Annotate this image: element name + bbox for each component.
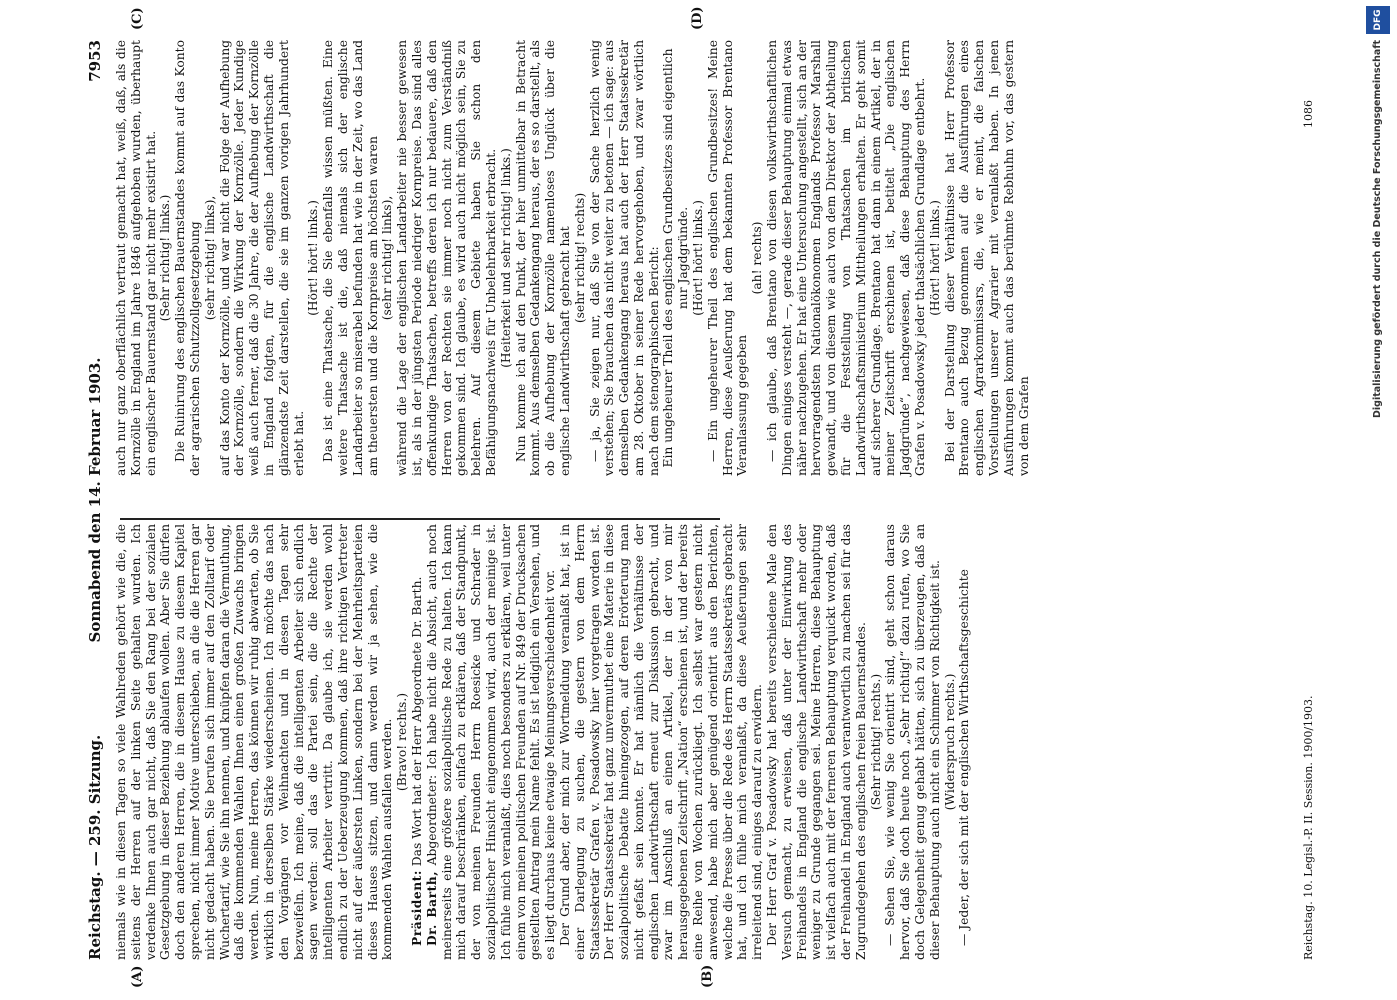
paragraph — [425, 524, 558, 960]
header-left: Reichstag. — 259. Sitzung. — [86, 734, 104, 960]
paragraph: während die Lage der englischen Landarbeiter nie besser gewesen ist, als in der jüngsten Periode niedriger Kornpreise. Das sind alles offenkundige Thatsachen, betreffs deren ich nur bedauere, daß den Herren von der Rechten sie immer noch nicht zum Verständniß gekommen sind. Ich glaube, es wird auch nicht möglich sein, Sie zu belehren. Auf diesem Gebiete haben Sie schon den Befähigungsnachweis für Unbelehrbarkeit erbracht. — [395, 40, 498, 476]
column-divider — [120, 519, 720, 521]
left-column — [114, 524, 972, 960]
paragraph: — ja, Sie zeigen nur, daß Sie von der Sache herzlich wenig verstehen; Sie brauchen das nicht weiter zu betonen — ich sage: aus demselben Gedankengang heraus hat auch der Herr Staatssekretär am 28. Oktober in seiner Rede hervorgehoben, und zwar wörtlich nach dem stenographischen Bericht: — [587, 40, 661, 476]
interjection: (Hört! hört! links.) — [691, 200, 706, 316]
interjection: (ah! rechts) — [750, 221, 765, 295]
header-date: Sonnabend den 14. Februar 1903. — [86, 357, 104, 643]
page-footer — [1302, 40, 1318, 960]
paragraph: niemals wie in diesen Tagen so viele Wahlreden gehört wie die, die seitens der Herren auf der linken Seite gehalten wurden. Ich verdenke Ihnen auch gar nicht, daß Sie den Rang bei der sozialen Gesetzgebung in dieser Beziehung ablaufen wollen. Aber Sie dürfen doch den anderen Herren, die in diesem Hause zu diesem Kapitel sprechen, nicht immer Motive unterschieben, an die die Herren gar nicht gedacht haben. Sie berufen sich immer auf den Zolltarif oder Wuchertarif, wie Sie ihn nennen, und knüpfen daran die Vermuthung, daß die kommenden Wahlen Ihnen einen großen Zuwachs bringen werden. Nun, meine Herren, das können wir ruhig abwarten, ob Sie wirklich in derselben Stärke wiederscheinen. Ich möchte das nach den Vorgängen vor Weihnachten und in diesen Tagen sehr bezweifeln. Ich meine, daß die intelligenten Arbeiter sich endlich sagen werden: soll das die Partei sein, die die Rechte der intelligenten Arbeiter vertritt. Da glaube ich, sie werden wohl endlich zu der Ueberzeugung kommen, daß ihre richtigen Vertreter nicht auf der äußersten Linken, sondern bei der Mehrheitsparteien dieses Hauses sitzen, und dann werden wir ja sehen, wie die kommenden Wahlen ausfallen werden. — [114, 524, 395, 960]
interjection: (Widerspruch rechts.) — [942, 673, 957, 811]
interjection: (sehr richtig! links), — [380, 195, 395, 321]
paragraph: auf das Konto der Kornzölle, und war nicht die Folge der Aufhebung der Kornzölle, sondern die Wirkung der Kornzölle. Jeder Kundige weiß auch ferner, daß die 30 Jahre, die der Aufhebung der Kornzölle in England folgten, für die englische Landwirthschaft die glänzendste Zeit darstellen, die sie im ganzen vorigen Jahrhundert erlebt hat. — [217, 40, 306, 476]
page-number: 7953 — [86, 40, 104, 82]
paragraph-text: Abgeordneter: Ich habe nicht die Absicht, auch noch meinerseits eine größere sozialpolitische Rede zu halten. Ich kann mich darauf beschränken, einfach zu erklären, daß der Standpunkt, der von meinen Freunden Herrn Roesicke und Schrader in sozialpolitischer Hinsicht eingenommen wird, auch der meinige ist. Ich fühle mich veranlaßt, dies noch besonders zu erklären, weil unter einem von meinen politischen Freunden auf Nr. 849 der Drucksachen gestellten Antrag mein Name fehlt. Es ist lediglich ein Versehen, und es liegt durchaus keine etwaige Meinungsverschiedenheit vor. — [424, 524, 558, 960]
margin-mark-d: (D) — [690, 6, 705, 30]
paragraph: Bei der Darstellung dieser Verhältnisse hat Herr Professor Brentano auch Bezug genommen auf die Ausführungen eines englischen Agrarkommissars, die, wie er meint, die falschen Vorstellungen unserer Agrarier mit veranlaßt haben. In jenen Ausführungen kommt auch das berühmte Rebhuhn vor, das gestern von dem Grafen — [942, 40, 1031, 476]
paragraph-text: Das Wort hat der Herr Abgeordnete Dr. Barth. — [409, 576, 424, 867]
paragraph: — ich glaube, daß Brentano von diesen volkswirthschaftlichen Dingen einiges versteht —, gerade dieser Behauptung einmal etwas näher nachzugehen. Er hat eine Untersuchung angestellt, sich an der hervorragendsten Nationalökonomen Englands Professor Marshall gewandt, und von diesem wie auch von dem Direktor der Abtheilung für die Feststellung von Thatsachen im britischen Landwirthschaftsministerium Mittheilungen erhalten. Er geht somit auf sicherer Grundlage. Brentano hat dann in einem Artikel, der in meiner Zeitschrift erschienen ist, betitelt „Die englischen Jagdgründe“, nachgewiesen, daß diese Behauptung des Herrn Grafen v. Posadowsky jeder thatsächlichen Grundlage entbehrt. — [765, 40, 928, 476]
right-column — [114, 40, 1031, 476]
page-header — [78, 40, 112, 960]
speaker-label: Dr. Barth, — [423, 870, 439, 946]
footer-sheet-number: 1086 — [1302, 100, 1315, 128]
interjection: (Heiterkeit und sehr richtig! links.) — [498, 148, 513, 368]
paragraph: Das ist eine Thatsache, die Sie ebenfalls wissen müßten. Eine weitere Thatsache ist die, daß niemals sich der englische Landarbeiter so miserabel befunden hat wie in der Zeit, wo das Land am theuersten und die Kornpreise am höchsten waren — [321, 40, 380, 476]
paragraph: — Jeder, der sich mit der englischen Wirthschaftsgeschichte — [957, 569, 972, 946]
footer-session: Reichstag. 10. Legisl.-P. II. Session. 1900/1903. — [1302, 695, 1315, 960]
margin-mark-a: (A) — [130, 965, 145, 988]
paragraph: — Sehen Sie, wie wenig Sie orientirt sind, geht schon daraus hervor, daß Sie doch heute noch „Sehr richtig!“ dazu rufen, wo Sie doch Gelegenheit genug gehabt hätten, sich zu überzeugen, daß an dieser Behauptung auch nicht ein Schimmer von Richtigkeit ist. — [883, 524, 942, 960]
interjection: (Sehr richtig! links.) — [158, 194, 173, 322]
interjection: (Bravo! rechts.) — [395, 692, 410, 792]
interjection: (sehr richtig! rechts) — [572, 192, 587, 324]
paragraph: — Ein ungeheurer Theil des englischen Grundbesitzes! Meine Herren, diese Aeußerung hat dem bekannten Professor Brentano Veranlassung gegeben — [705, 40, 750, 476]
dfg-logo: DFG — [1366, 6, 1390, 34]
paragraph: Nun komme ich auf den Punkt, der hier unmittelbar in Betracht kommt. Aus demselben Gedankengang heraus, der es so darstellt, als ob die Aufhebung der Kornzölle namenloses Unglück über die englische Landwirthschaft gebracht hat — [513, 40, 572, 476]
paragraph — [410, 524, 425, 960]
quotation: Ein ungeheurer Theil des englischen Grundbesitzes sind eigentlich nur Jagdgründe. — [661, 48, 691, 468]
interjection: (Hört! hört! links.) — [306, 200, 321, 316]
margin-mark-c: (C) — [130, 7, 145, 30]
paragraph: Die Ruinirung des englischen Bauernstandes kommt auf das Konto der agrarischen Schutzzollgesetzgebung — [173, 40, 202, 476]
digitization-note — [1368, 40, 1390, 1000]
paragraph: Der Herr Graf v. Posadowsky hat bereits verschiedene Male den Versuch gemacht, zu erweisen, daß unter der Einwirkung des Freihandels in England die englische Landwirthschaft mehr oder weniger zu Grunde gegangen sei. Meine Herren, diese Behauptung ist vielfach auch mit der ferneren Behauptung verquickt worden, daß der Freihandel in England auch verantwortlich zu machen sei für das Zugrundegehen des englischen freien Bauernstandes. — [765, 524, 868, 960]
interjection: (sehr richtig! links), — [202, 195, 217, 321]
paragraph: Der Grund aber, der mich zur Wortmeldung veranlaßt hat, ist in einer Darlegung zu suchen, die gestern von dem Herrn Staatssekretär Grafen v. Posadowsky hier vorgetragen worden ist. Der Herr Staatssekretär hat ganz unvermuthet eine Materie in diese sozialpolitische Debatte hineingezogen, auf deren Erörterung man nicht gefaßt sein konnte. Er hat nämlich die Verhältnisse der englischen Landwirthschaft erneut zur Diskussion gebracht, und zwar im Anschluß an einen Artikel, der in der von mir herausgegebenen Zeitschrift „Nation“ erschienen ist, und der bereits eine Reihe von Wochen zurückliegt. Ich selbst war gestern nicht anwesend, habe mich aber genügend orientirt aus den Berichten, welche die Presse über die Rede des Herrn Staatssekretärs gebracht hat, und ich fühle mich veranlaßt, da diese Aeußerungen sehr irreleitend sind, einiges darauf zu erwidern. — [557, 524, 765, 960]
interjection: (Hört! hört! links.) — [927, 200, 942, 316]
paragraph: auch nur ganz oberflächlich vertraut gemacht hat, weiß, daß, als die Kornzölle in England im Jahre 1846 aufgehoben wurden, überhaupt ein englischer Bauernstand gar nicht mehr existirt hat. — [114, 40, 158, 476]
digitization-text: Digitalisierung gefördert durch die Deutsche Forschungsgemeinschaft — [1372, 40, 1383, 418]
speaker-label: Präsident: — [408, 870, 424, 946]
margin-mark-b: (B) — [700, 964, 715, 988]
interjection: (Sehr richtig! rechts.) — [868, 673, 883, 811]
